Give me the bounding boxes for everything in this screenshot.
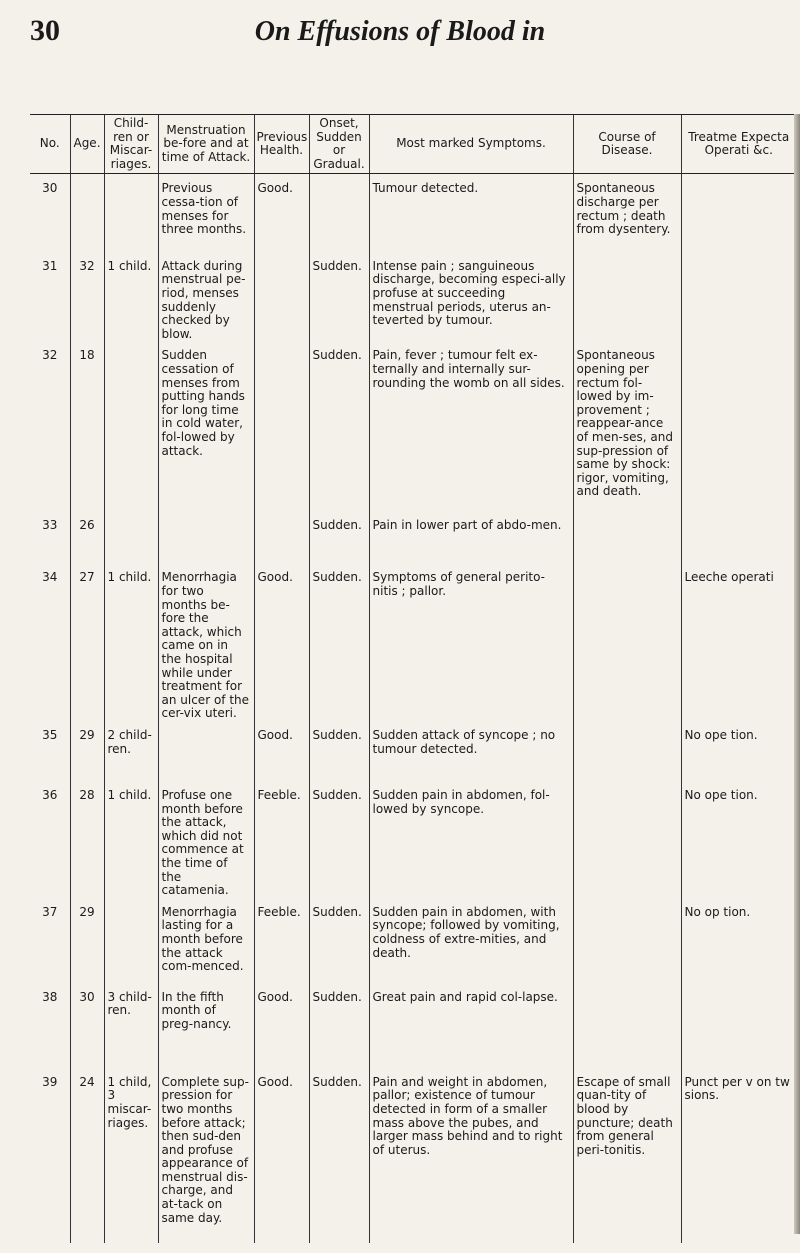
cell-menstruation bbox=[158, 721, 254, 781]
cell-course bbox=[573, 781, 681, 898]
running-title: On Effusions of Blood in bbox=[254, 16, 546, 47]
table-header-row bbox=[30, 115, 796, 174]
cell-no: 39 bbox=[42, 1074, 58, 1089]
cell-age: 28 bbox=[70, 781, 104, 898]
cell-children bbox=[104, 174, 158, 252]
cell-no: 31 bbox=[42, 258, 58, 273]
cell-no: 34 bbox=[42, 570, 58, 585]
cell-age bbox=[70, 174, 104, 252]
table-row bbox=[30, 511, 796, 563]
cell-children: 1 child. bbox=[104, 563, 158, 721]
cell-health bbox=[254, 252, 309, 342]
cell-course: Escape of small quan-tity of blood by puncture; death from general peri-tonitis. bbox=[573, 1068, 681, 1243]
cell-age: 29 bbox=[70, 898, 104, 983]
cell-symptoms: Sudden attack of syncope ; no tumour detected. bbox=[369, 721, 573, 781]
header-treatment: Treatme Expecta Operati &c. bbox=[681, 115, 796, 174]
cell-treatment: No ope tion. bbox=[681, 781, 796, 898]
cell-symptoms: Tumour detected. bbox=[369, 174, 573, 252]
cell-health: Good. bbox=[254, 563, 309, 721]
cell-children: 1 child. bbox=[104, 781, 158, 898]
cell-health bbox=[254, 511, 309, 563]
cell-health: Good. bbox=[254, 174, 309, 252]
cell-treatment bbox=[681, 511, 796, 563]
table-row bbox=[30, 174, 796, 252]
cell-symptoms: Symptoms of general perito-nitis ; pallor. bbox=[369, 563, 573, 721]
page-header bbox=[0, 8, 800, 68]
cell-course bbox=[573, 511, 681, 563]
cell-onset: Sudden. bbox=[309, 898, 369, 983]
table-row bbox=[30, 563, 796, 721]
cell-menstruation: Complete sup-pression for two months before attack; then sud-den and profuse appearance of menstrual dis-charge, and at-tack on same day. bbox=[158, 1068, 254, 1243]
cell-age: 26 bbox=[70, 511, 104, 563]
cell-symptoms: Pain, fever ; tumour felt ex-ternally and internally sur-rounding the womb on all sides. bbox=[369, 341, 573, 511]
cell-symptoms: Pain in lower part of abdo-men. bbox=[369, 511, 573, 563]
cell-treatment bbox=[681, 252, 796, 342]
case-register-table bbox=[30, 114, 796, 1243]
cell-children: 1 child, 3 miscar-riages. bbox=[104, 1068, 158, 1243]
cell-onset: Sudden. bbox=[309, 252, 369, 342]
cell-symptoms: Intense pain ; sanguineous discharge, becoming especi-ally profuse at succeeding menstrual periods, uterus an-teverted by tumour. bbox=[369, 252, 573, 342]
header-menstruation: Menstruation be-fore and at time of Attack. bbox=[158, 115, 254, 174]
cell-age: 32 bbox=[70, 252, 104, 342]
cell-age: 18 bbox=[70, 341, 104, 511]
cell-menstruation: Menorrhagia for two months be-fore the attack, which came on in the hospital while under treatment for an ulcer of the cer-vix uteri. bbox=[158, 563, 254, 721]
page-number: 30 bbox=[30, 14, 60, 47]
cell-menstruation: Profuse one month before the attack, which did not commence at the time of the catamenia. bbox=[158, 781, 254, 898]
cell-health: Good. bbox=[254, 983, 309, 1068]
cell-course bbox=[573, 721, 681, 781]
cell-course bbox=[573, 563, 681, 721]
table-row bbox=[30, 983, 796, 1068]
cell-course bbox=[573, 983, 681, 1068]
cell-age: 30 bbox=[70, 983, 104, 1068]
cell-course: Spontaneous opening per rectum fol-lowed by im-provement ; reappear-ance of men-ses, and sup-pression of same by shock: rigor, vomiting, and death. bbox=[573, 341, 681, 511]
cell-symptoms: Pain and weight in abdomen, pallor; existence of tumour detected in form of a smaller mass above the pubes, and larger mass behind and to right of uterus. bbox=[369, 1068, 573, 1243]
cell-menstruation: In the fifth month of preg-nancy. bbox=[158, 983, 254, 1068]
cell-no: 32 bbox=[42, 348, 58, 363]
cell-symptoms: Sudden pain in abdomen, with syncope; followed by vomiting, coldness of extre-mities, and death. bbox=[369, 898, 573, 983]
cell-course bbox=[573, 252, 681, 342]
table-row bbox=[30, 252, 796, 342]
header-age: Age. bbox=[70, 115, 104, 174]
cell-children bbox=[104, 898, 158, 983]
table-row bbox=[30, 341, 796, 511]
table-row bbox=[30, 721, 796, 781]
header-onset: Onset, Sudden or Gradual. bbox=[309, 115, 369, 174]
cell-treatment: Punct per v on tw sions. bbox=[681, 1068, 796, 1243]
cell-menstruation: Attack during menstrual pe-riod, menses suddenly checked by blow. bbox=[158, 252, 254, 342]
cell-health: Feeble. bbox=[254, 898, 309, 983]
header-children: Child-ren or Miscar-riages. bbox=[104, 115, 158, 174]
cell-symptoms: Great pain and rapid col-lapse. bbox=[369, 983, 573, 1068]
cell-onset: Sudden. bbox=[309, 511, 369, 563]
cell-no: 35 bbox=[42, 727, 58, 742]
cell-children: 2 child-ren. bbox=[104, 721, 158, 781]
cell-no: 36 bbox=[42, 787, 58, 802]
cell-onset: Sudden. bbox=[309, 781, 369, 898]
cell-onset: Sudden. bbox=[309, 1068, 369, 1243]
cell-onset: Sudden. bbox=[309, 721, 369, 781]
cell-children bbox=[104, 341, 158, 511]
cell-onset bbox=[309, 174, 369, 252]
cell-health: Good. bbox=[254, 721, 309, 781]
cell-children bbox=[104, 511, 158, 563]
cell-treatment: No op tion. bbox=[681, 898, 796, 983]
table-row bbox=[30, 898, 796, 983]
cell-course: Spontaneous discharge per rectum ; death from dysentery. bbox=[573, 174, 681, 252]
cell-menstruation bbox=[158, 511, 254, 563]
cell-children: 3 child-ren. bbox=[104, 983, 158, 1068]
header-course: Course of Disease. bbox=[573, 115, 681, 174]
cell-treatment: No ope tion. bbox=[681, 721, 796, 781]
cell-menstruation: Menorrhagia lasting for a month before the attack com-menced. bbox=[158, 898, 254, 983]
cell-onset: Sudden. bbox=[309, 983, 369, 1068]
cell-onset: Sudden. bbox=[309, 341, 369, 511]
cell-no: 37 bbox=[42, 904, 58, 919]
header-health: Previous Health. bbox=[254, 115, 309, 174]
cell-no: 38 bbox=[42, 989, 58, 1004]
cell-treatment bbox=[681, 983, 796, 1068]
cell-children: 1 child. bbox=[104, 252, 158, 342]
cell-onset: Sudden. bbox=[309, 563, 369, 721]
cell-no: 30 bbox=[42, 181, 58, 196]
cell-treatment bbox=[681, 341, 796, 511]
cell-no: 33 bbox=[42, 518, 58, 533]
cell-course bbox=[573, 898, 681, 983]
cell-symptoms: Sudden pain in abdomen, fol-lowed by syncope. bbox=[369, 781, 573, 898]
cell-age: 29 bbox=[70, 721, 104, 781]
cell-health bbox=[254, 341, 309, 511]
cell-menstruation: Sudden cessation of menses from putting hands for long time in cold water, fol-lowed by attack. bbox=[158, 341, 254, 511]
cell-menstruation: Previous cessa-tion of menses for three months. bbox=[158, 174, 254, 252]
header-no: No. bbox=[30, 115, 70, 174]
cell-age: 27 bbox=[70, 563, 104, 721]
page-edge-shadow bbox=[794, 114, 800, 1234]
cell-treatment: Leeche operati bbox=[681, 563, 796, 721]
header-symptoms: Most marked Symptoms. bbox=[369, 115, 573, 174]
table-row bbox=[30, 781, 796, 898]
table-row bbox=[30, 1068, 796, 1243]
cell-health: Good. bbox=[254, 1068, 309, 1243]
cell-treatment bbox=[681, 174, 796, 252]
cell-health: Feeble. bbox=[254, 781, 309, 898]
cell-age: 24 bbox=[70, 1068, 104, 1243]
